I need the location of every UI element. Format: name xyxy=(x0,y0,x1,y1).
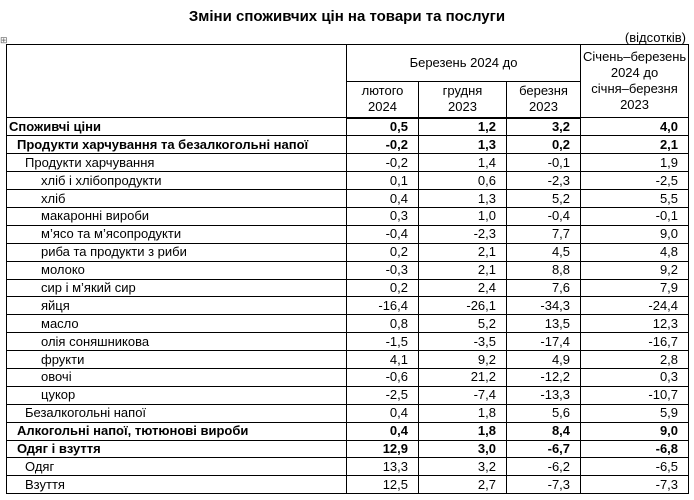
value-cell: 3,0 xyxy=(419,440,507,458)
value-cell: -26,1 xyxy=(419,297,507,315)
value-cell: -7,3 xyxy=(507,476,581,494)
table-move-handle-icon[interactable]: ⊞ xyxy=(0,35,8,45)
value-cell: 7,9 xyxy=(581,279,689,297)
value-cell: 4,8 xyxy=(581,243,689,261)
value-cell: 1,8 xyxy=(419,422,507,440)
value-cell: -2,3 xyxy=(419,225,507,243)
value-cell: 4,5 xyxy=(507,243,581,261)
row-label: олія соняшникова xyxy=(7,333,347,351)
row-label: цукор xyxy=(7,386,347,404)
value-cell: 0,4 xyxy=(347,422,419,440)
value-cell: 13,5 xyxy=(507,315,581,333)
value-cell: 12,5 xyxy=(347,476,419,494)
value-cell: 1,3 xyxy=(419,136,507,154)
table-row xyxy=(7,458,689,476)
header-empty-cell xyxy=(7,45,347,118)
row-label: молоко xyxy=(7,261,347,279)
value-cell: 0,2 xyxy=(347,243,419,261)
value-cell: -0,4 xyxy=(507,207,581,225)
table-row xyxy=(7,404,689,422)
value-cell: -2,5 xyxy=(581,172,689,190)
row-label: фрукти xyxy=(7,351,347,369)
table-row xyxy=(7,333,689,351)
table-row xyxy=(7,118,689,136)
value-cell: 2,8 xyxy=(581,351,689,369)
value-cell: -0,2 xyxy=(347,136,419,154)
value-cell: 5,2 xyxy=(419,315,507,333)
row-label: Одяг xyxy=(7,458,347,476)
value-cell: 5,5 xyxy=(581,190,689,208)
value-cell: 12,3 xyxy=(581,315,689,333)
value-cell: 0,2 xyxy=(507,136,581,154)
table-row xyxy=(7,386,689,404)
value-cell: 5,2 xyxy=(507,190,581,208)
value-cell: -0,1 xyxy=(581,207,689,225)
value-cell: 1,3 xyxy=(419,190,507,208)
header-col2: грудня 2023 xyxy=(419,82,507,118)
table-row xyxy=(7,315,689,333)
value-cell: 3,2 xyxy=(419,458,507,476)
value-cell: -10,7 xyxy=(581,386,689,404)
table-row xyxy=(7,154,689,172)
value-cell: -1,5 xyxy=(347,333,419,351)
value-cell: 0,4 xyxy=(347,404,419,422)
value-cell: 0,8 xyxy=(347,315,419,333)
row-label: риба та продукти з риби xyxy=(7,243,347,261)
row-label: хліб xyxy=(7,190,347,208)
row-label: Взуття xyxy=(7,476,347,494)
value-cell: -0,4 xyxy=(347,225,419,243)
value-cell: 8,8 xyxy=(507,261,581,279)
value-cell: -7,3 xyxy=(581,476,689,494)
price-changes-table xyxy=(6,44,689,494)
value-cell: 13,3 xyxy=(347,458,419,476)
value-cell: 0,5 xyxy=(347,118,419,136)
row-label: Безалкогольні напої xyxy=(7,404,347,422)
row-label: Продукти харчування xyxy=(7,154,347,172)
value-cell: 7,6 xyxy=(507,279,581,297)
value-cell: -7,4 xyxy=(419,386,507,404)
value-cell: -6,8 xyxy=(581,440,689,458)
value-cell: 2,1 xyxy=(581,136,689,154)
table-row xyxy=(7,422,689,440)
value-cell: 2,4 xyxy=(419,279,507,297)
table-row xyxy=(7,207,689,225)
value-cell: 1,0 xyxy=(419,207,507,225)
value-cell: -6,5 xyxy=(581,458,689,476)
value-cell: 2,1 xyxy=(419,243,507,261)
value-cell: 0,3 xyxy=(581,368,689,386)
header-col3: березня 2023 xyxy=(507,82,581,118)
value-cell: -3,5 xyxy=(419,333,507,351)
value-cell: -12,2 xyxy=(507,368,581,386)
value-cell: -6,7 xyxy=(507,440,581,458)
value-cell: -24,4 xyxy=(581,297,689,315)
row-label: яйця xyxy=(7,297,347,315)
value-cell: -0,2 xyxy=(347,154,419,172)
value-cell: 0,2 xyxy=(347,279,419,297)
value-cell: 9,2 xyxy=(419,351,507,369)
value-cell: -34,3 xyxy=(507,297,581,315)
value-cell: 7,7 xyxy=(507,225,581,243)
table-row xyxy=(7,243,689,261)
row-label: м’ясо та м’ясопродукти xyxy=(7,225,347,243)
table-row xyxy=(7,351,689,369)
table-row xyxy=(7,172,689,190)
value-cell: 1,4 xyxy=(419,154,507,172)
value-cell: -16,7 xyxy=(581,333,689,351)
row-label: Споживчі ціни xyxy=(7,118,347,136)
value-cell: 1,9 xyxy=(581,154,689,172)
units-label: (відсотків) xyxy=(624,30,686,45)
table-row xyxy=(7,279,689,297)
header-group: Березень 2024 до xyxy=(347,45,581,82)
value-cell: 12,9 xyxy=(347,440,419,458)
header-col1: лютого 2024 xyxy=(347,82,419,118)
value-cell: 0,3 xyxy=(347,207,419,225)
table-row xyxy=(7,297,689,315)
row-label: Продукти харчування та безалкогольні напої xyxy=(7,136,347,154)
value-cell: 3,2 xyxy=(507,118,581,136)
table-row xyxy=(7,136,689,154)
value-cell: 9,2 xyxy=(581,261,689,279)
table-row xyxy=(7,225,689,243)
value-cell: 1,8 xyxy=(419,404,507,422)
row-label: Одяг і взуття xyxy=(7,440,347,458)
row-label: масло xyxy=(7,315,347,333)
value-cell: 4,1 xyxy=(347,351,419,369)
table-row xyxy=(7,190,689,208)
value-cell: -17,4 xyxy=(507,333,581,351)
table-row xyxy=(7,261,689,279)
value-cell: 0,1 xyxy=(347,172,419,190)
value-cell: 21,2 xyxy=(419,368,507,386)
value-cell: -6,2 xyxy=(507,458,581,476)
row-label: Алкогольні напої, тютюнові вироби xyxy=(7,422,347,440)
value-cell: 9,0 xyxy=(581,225,689,243)
value-cell: 4,0 xyxy=(581,118,689,136)
value-cell: 2,7 xyxy=(419,476,507,494)
value-cell: 2,1 xyxy=(419,261,507,279)
value-cell: 9,0 xyxy=(581,422,689,440)
table-row xyxy=(7,440,689,458)
value-cell: 1,2 xyxy=(419,118,507,136)
header-col4: Січень–березень 2024 до січня–березня 2023 xyxy=(581,45,689,118)
value-cell: 5,6 xyxy=(507,404,581,422)
value-cell: -0,6 xyxy=(347,368,419,386)
value-cell: -0,1 xyxy=(507,154,581,172)
value-cell: 5,9 xyxy=(581,404,689,422)
value-cell: 8,4 xyxy=(507,422,581,440)
value-cell: -13,3 xyxy=(507,386,581,404)
table-row xyxy=(7,368,689,386)
value-cell: 0,4 xyxy=(347,190,419,208)
value-cell: -16,4 xyxy=(347,297,419,315)
value-cell: 4,9 xyxy=(507,351,581,369)
value-cell: 0,6 xyxy=(419,172,507,190)
row-label: макаронні вироби xyxy=(7,207,347,225)
value-cell: -0,3 xyxy=(347,261,419,279)
table-title: Зміни споживчих цін на товари та послуги xyxy=(188,8,506,25)
table-row xyxy=(7,476,689,494)
row-label: хліб і хлібопродукти xyxy=(7,172,347,190)
value-cell: -2,5 xyxy=(347,386,419,404)
row-label: овочі xyxy=(7,368,347,386)
row-label: сир і м’який сир xyxy=(7,279,347,297)
value-cell: -2,3 xyxy=(507,172,581,190)
